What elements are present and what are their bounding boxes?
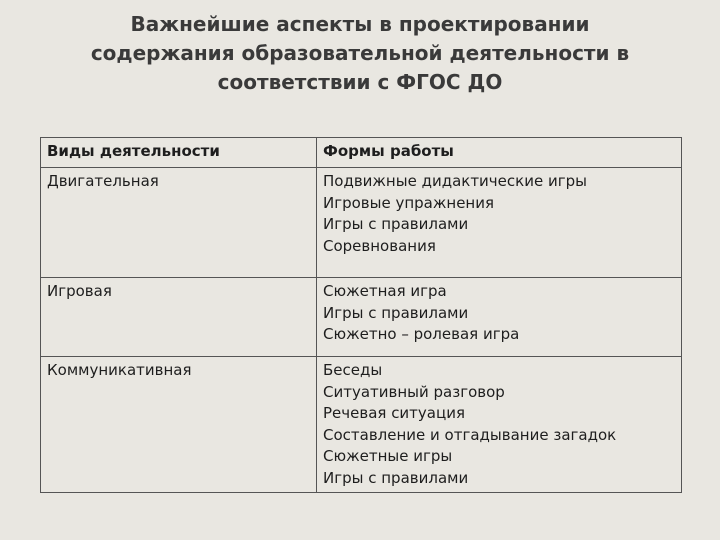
header-activity-types: Виды деятельности — [41, 138, 317, 168]
forms-cell — [317, 278, 682, 357]
slide-title — [40, 10, 680, 97]
slide-title-line-3: соответствии с ФГОС ДО — [217, 70, 503, 94]
table-header-row — [41, 138, 682, 168]
form-item: Игры с правилами — [323, 468, 469, 487]
form-item: Составление и отгадывание загадок — [323, 425, 617, 444]
form-item: Игры с правилами — [323, 303, 469, 322]
form-item: Сюжетные игры — [323, 447, 453, 465]
slide-title-line-2: содержания образовательной деятельности в — [90, 41, 630, 65]
form-item: Соревнования — [323, 236, 436, 255]
activity-cell: Двигательная — [41, 168, 317, 278]
form-item: Игры с правилами — [323, 215, 469, 233]
form-item: Подвижные дидактические игры — [323, 172, 587, 190]
forms-cell — [317, 168, 682, 278]
forms-cell — [317, 357, 682, 493]
form-item: Игровые упражнения — [323, 193, 495, 212]
form-item: Речевая ситуация — [323, 404, 465, 422]
table-row — [41, 357, 682, 493]
table-row — [41, 168, 682, 278]
slide-title-line-1: Важнейшие аспекты в проектировании — [130, 12, 590, 36]
activity-cell: Игровая — [41, 278, 317, 357]
form-item: Сюжетная игра — [323, 282, 447, 300]
header-work-forms: Формы работы — [317, 138, 682, 168]
activity-cell: Коммуникативная — [41, 357, 317, 493]
form-item: Беседы — [323, 361, 383, 379]
activity-forms-table — [40, 137, 682, 493]
form-item: Ситуативный разговор — [323, 382, 505, 401]
form-item: Сюжетно – ролевая игра — [323, 325, 520, 343]
table-row — [41, 278, 682, 357]
